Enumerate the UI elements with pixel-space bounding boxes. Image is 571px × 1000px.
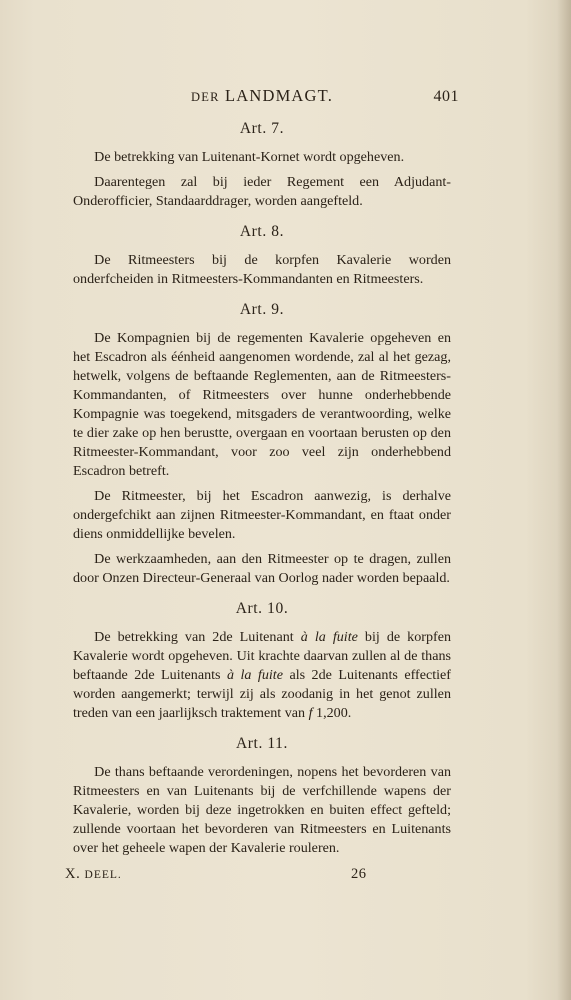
article-paragraph: De thans beftaande verordeningen, nopens het bevorderen van Ritmeesters en van Luitenants bij de verfchillende wapens der Kavalerie, worden bij deze ingetrokken en buiten effect gefteld; zullende voortaan het bevorderen van Ritmeesters en Luitenants over het geheele wapen der Kavalerie rouleren. <box>73 764 451 856</box>
article-paragraph: De Ritmeester, bij het Escadron aanwezig, is derhalve ondergefchikt aan zijnen Ritmeester-Kommandant, en ftaat onder diens onmiddellijke bevelen. <box>73 488 451 542</box>
text-segment: bij de korpfen Kavalerie wordt opgeheven. Uit krachte daarvan zullen al de thans beftaande 2de Luitenants <box>73 629 451 683</box>
article-paragraph: De werkzaamheden, aan den Ritmeester op te dragen, zullen door Onzen Directeur-Generaal van Oorlog nader worden bepaald. <box>73 551 451 586</box>
sheet-number: 26 <box>351 866 367 882</box>
article-heading: Art. 10. <box>235 600 289 617</box>
text-segment: De betrekking van 2de Luitenant <box>94 629 301 645</box>
florin-sign: f <box>308 705 313 721</box>
article-paragraph: De betrekking van Luitenant-Kornet wordt opgeheven. <box>94 149 405 165</box>
article-paragraph: De Kompagnien bij de regementen Kavalerie opgeheven en het Escadron als éénheid aangenomen wordende, zal al het gezag, hetwelk, volgens de beftaande Reglementen, aan de Ritmeesters-Kommandanten, of Ritmeesters over hunne onderhebbende Kompagnie was toegekend, mitsgaders de verantwoording, welke te dier zake op hen berustte, overgaan en voortaan berusten op den Ritmeester-Kommandant, voor zoo veel zijn onderhebbend Escadron betreft. <box>73 330 451 479</box>
running-head <box>73 82 459 108</box>
running-title-prefix: DER <box>191 90 220 104</box>
article-paragraph: Daarentegen zal bij ieder Regement een Adjudant-Onderofficier, Standaarddrager, worden aangefteld. <box>73 174 451 209</box>
article-9 <box>73 301 451 588</box>
volume-word: DEEL. <box>84 869 122 881</box>
article-paragraph: De Ritmeesters bij de korpfen Kavalerie worden onderfcheiden in Ritmeesters-Kommandanten en Ritmeesters. <box>73 252 451 287</box>
italic-segment: à la fuite <box>300 629 358 645</box>
text-segment: als 2de Luitenants effectief worden aangemerkt; terwijl zij als zoodanig in het genot zullen treden van een jaarlijksch traktement van <box>73 667 451 721</box>
article-heading: Art. 11. <box>235 735 288 752</box>
volume-prefix: X. <box>65 866 81 882</box>
signature-line <box>65 864 451 888</box>
italic-segment: à la fuite <box>227 667 283 683</box>
running-title-main: LANDMAGT. <box>224 86 334 105</box>
text-segment: 1,200. <box>312 705 352 721</box>
article-heading: Art. 8. <box>239 223 285 240</box>
article-10 <box>73 600 451 723</box>
page-edge-shadow <box>557 0 571 1000</box>
article-heading: Art. 7. <box>239 120 285 137</box>
text-block <box>65 82 459 888</box>
page-number: 401 <box>433 88 459 105</box>
article-8 <box>73 223 451 289</box>
article-7 <box>73 120 451 211</box>
article-11 <box>73 735 451 858</box>
volume-signature <box>65 866 122 883</box>
article-paragraph <box>73 628 451 723</box>
article-heading: Art. 9. <box>239 301 285 318</box>
running-title <box>191 86 333 106</box>
